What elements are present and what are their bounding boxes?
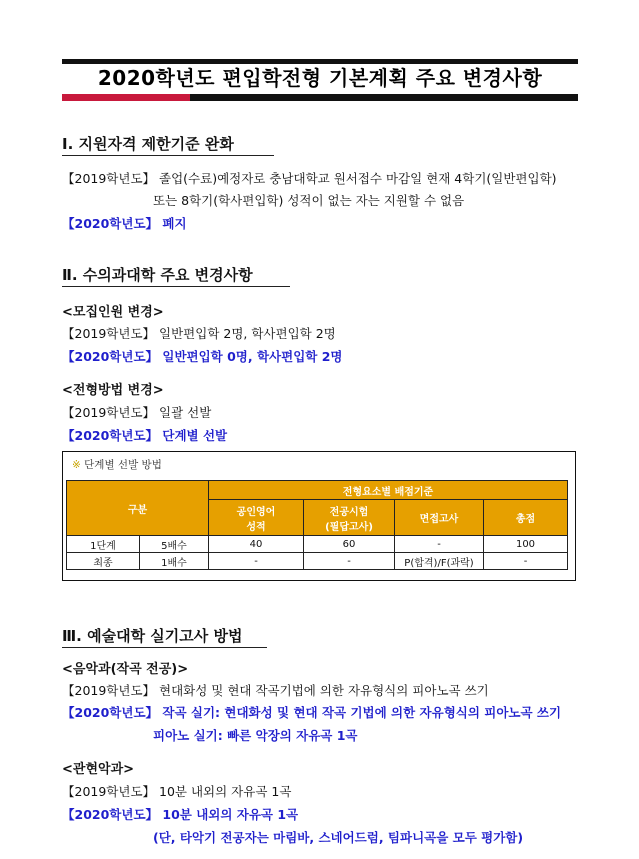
s3-sub1-prev-tag: 【2019학년도】 bbox=[62, 683, 156, 698]
cell-major: - bbox=[304, 553, 395, 570]
s1-new-line bbox=[62, 214, 187, 232]
cell-total: 100 bbox=[484, 536, 568, 553]
s3-sub1-prev bbox=[62, 681, 489, 699]
s3-sub1-prev-text: 현대화성 및 현대 작곡기법에 의한 자유형식의 피아노곡 쓰기 bbox=[159, 683, 489, 698]
header-major-line-2: (필답고사) bbox=[325, 521, 373, 533]
s2-sub1-prev-tag: 【2019학년도】 bbox=[62, 326, 156, 341]
s2-sub2-new-tag: 【2020학년도】 bbox=[62, 428, 159, 443]
s2-sub1-prev bbox=[62, 324, 336, 342]
table-row bbox=[67, 553, 568, 570]
title-accent-bar bbox=[62, 94, 190, 101]
s3-sub2-new-1 bbox=[62, 805, 298, 823]
table-note bbox=[72, 457, 162, 472]
s3-sub-2: <관현악과> bbox=[62, 762, 135, 777]
s3-sub1-new-tag: 【2020학년도】 bbox=[62, 705, 159, 720]
s3-sub-1: <음악과(작곡 전공)> bbox=[62, 662, 189, 677]
table-row bbox=[67, 536, 568, 553]
cell-stage: 최종 bbox=[67, 553, 140, 570]
s2-sub1-new-text: 일반편입학 0명, 학사편입학 2명 bbox=[162, 349, 343, 364]
s3-sub1-new-1 bbox=[62, 703, 561, 721]
title-bottom-rule bbox=[190, 94, 578, 101]
s3-sub1-new-2: 피아노 실기: 빠른 악장의 자유곡 1곡 bbox=[153, 728, 358, 743]
section-3-underline bbox=[62, 647, 267, 648]
section-2-underline bbox=[62, 286, 290, 287]
header-english-line-1: 공인영어 bbox=[236, 506, 276, 518]
section-1-underline bbox=[62, 155, 274, 156]
s1-prev-line-2: 또는 8학기(학사편입학) 성적이 없는 자는 지원할 수 없음 bbox=[153, 193, 465, 208]
header-major-line-1: 전공시험 bbox=[329, 506, 369, 518]
s1-prev-line-1 bbox=[62, 169, 557, 187]
s2-sub-1: <모집인원 변경> bbox=[62, 305, 164, 320]
cell-interview: - bbox=[395, 536, 484, 553]
header-english bbox=[209, 500, 304, 536]
s1-prev-text-1: 졸업(수료)예정자로 충남대학교 원서접수 마감일 현재 4학기(일반편입학) bbox=[159, 171, 557, 186]
s2-sub2-prev-tag: 【2019학년도】 bbox=[62, 405, 156, 420]
s2-sub1-new bbox=[62, 347, 342, 365]
s2-sub2-prev-text: 일괄 선발 bbox=[159, 405, 212, 420]
s3-sub2-new-text-1: 10분 내외의 자유곡 1곡 bbox=[162, 807, 299, 822]
header-group: 구분 bbox=[67, 481, 209, 536]
section-3-heading: Ⅲ. 예술대학 실기고사 방법 bbox=[62, 627, 243, 645]
s2-sub-2: <전형방법 변경> bbox=[62, 383, 164, 398]
s2-sub2-new-text: 단계별 선발 bbox=[162, 428, 228, 443]
s3-sub2-new-2: (단, 타악기 전공자는 마림바, 스네어드럼, 팀파니곡을 모두 평가함) bbox=[153, 830, 524, 845]
cell-multiple: 1배수 bbox=[140, 553, 209, 570]
cell-interview: P(합격)/F(과락) bbox=[395, 553, 484, 570]
cell-stage: 1단계 bbox=[67, 536, 140, 553]
header-criteria: 전형요소별 배점기준 bbox=[209, 481, 568, 500]
s3-sub2-new-tag: 【2020학년도】 bbox=[62, 807, 159, 822]
cell-english: 40 bbox=[209, 536, 304, 553]
s1-prev-tag: 【2019학년도】 bbox=[62, 171, 156, 186]
cell-multiple: 5배수 bbox=[140, 536, 209, 553]
selection-table bbox=[66, 480, 568, 570]
page-title: 2020학년도 편입학전형 기본계획 주요 변경사항 bbox=[97, 66, 543, 90]
section-2-heading: Ⅱ. 수의과대학 주요 변경사항 bbox=[62, 266, 253, 284]
s2-sub1-new-tag: 【2020학년도】 bbox=[62, 349, 159, 364]
s3-sub2-prev bbox=[62, 782, 291, 800]
s3-sub2-prev-text: 10분 내외의 자유곡 1곡 bbox=[159, 784, 292, 799]
header-total: 총점 bbox=[484, 500, 568, 536]
cell-english: - bbox=[209, 553, 304, 570]
reference-mark-icon: ※ bbox=[72, 459, 81, 471]
s2-sub2-new bbox=[62, 426, 227, 444]
header-english-line-2: 성적 bbox=[246, 521, 266, 533]
s3-sub2-prev-tag: 【2019학년도】 bbox=[62, 784, 156, 799]
cell-major: 60 bbox=[304, 536, 395, 553]
header-major bbox=[304, 500, 395, 536]
s1-new-text: 폐지 bbox=[162, 216, 187, 231]
table-note-text: 단계별 선발 방법 bbox=[84, 459, 162, 471]
s2-sub2-prev bbox=[62, 403, 211, 421]
cell-total: - bbox=[484, 553, 568, 570]
section-1-heading: Ⅰ. 지원자격 제한기준 완화 bbox=[62, 135, 234, 153]
s2-sub1-prev-text: 일반편입학 2명, 학사편입학 2명 bbox=[159, 326, 336, 341]
header-interview: 면접고사 bbox=[395, 500, 484, 536]
s1-new-tag: 【2020학년도】 bbox=[62, 216, 159, 231]
s3-sub1-new-text-1: 작곡 실기: 현대화성 및 현대 작곡 기법에 의한 자유형식의 피아노곡 쓰기 bbox=[162, 705, 562, 720]
